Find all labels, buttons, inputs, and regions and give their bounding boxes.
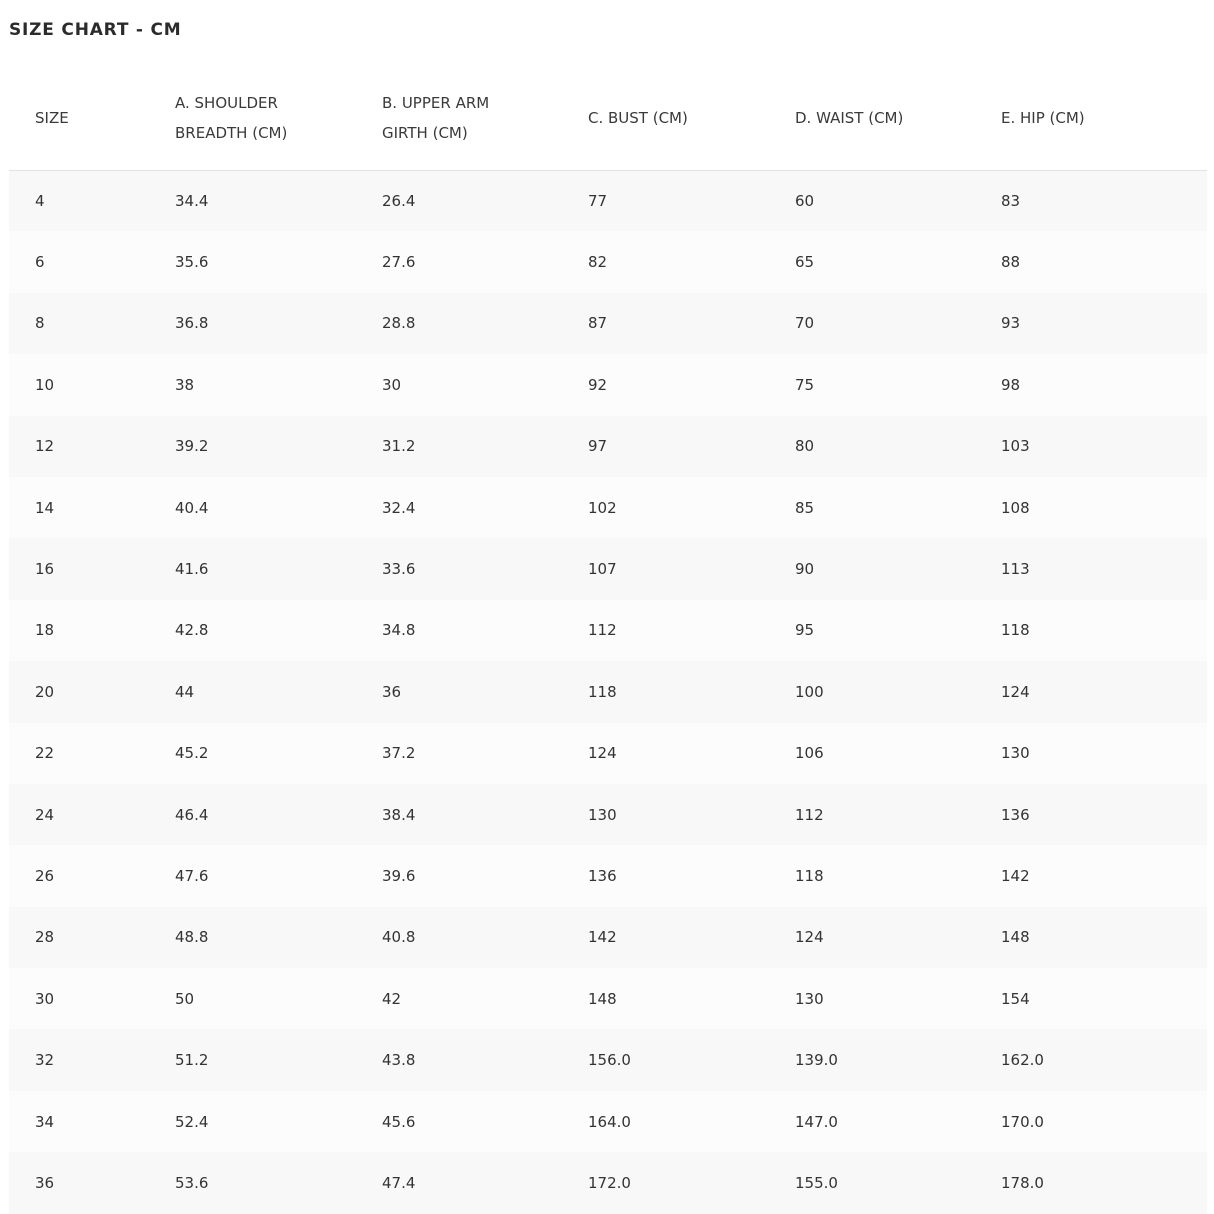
cell-shoulder-breadth: 45.2 [175,744,209,763]
cell-upper-arm-girth: 32.4 [382,498,416,517]
cell-size: 6 [35,253,45,272]
cell-bust: 82 [588,253,608,272]
cell-bust: 172.0 [588,1173,631,1192]
cell-bust: 156.0 [588,1051,631,1070]
cell-shoulder-breadth: 38 [175,375,195,394]
cell-size: 30 [35,989,55,1008]
cell-hip: 93 [1001,314,1021,333]
table-row [9,538,1207,599]
cell-bust: 142 [588,928,617,947]
cell-size: 14 [35,498,55,517]
table-row [9,845,1207,906]
cell-upper-arm-girth: 36 [382,682,402,701]
cell-bust: 77 [588,191,608,210]
cell-shoulder-breadth: 51.2 [175,1051,209,1070]
cell-upper-arm-girth: 28.8 [382,314,416,333]
cell-shoulder-breadth: 42.8 [175,621,209,640]
cell-hip: 148 [1001,928,1030,947]
cell-waist: 75 [795,375,815,394]
cell-waist: 139.0 [795,1051,838,1070]
cell-size: 16 [35,560,55,579]
table-row [9,784,1207,845]
header-bust-line1: C. BUST (CM) [588,108,688,127]
cell-size: 26 [35,866,55,885]
cell-waist: 65 [795,253,815,272]
header-size-line1: SIZE [35,108,69,127]
cell-upper-arm-girth: 26.4 [382,191,416,210]
cell-upper-arm-girth: 47.4 [382,1173,416,1192]
size-chart-table [9,66,1207,1214]
header-hip-line1: E. HIP (CM) [1001,108,1085,127]
cell-shoulder-breadth: 52.4 [175,1112,209,1131]
cell-hip: 98 [1001,375,1021,394]
cell-waist: 80 [795,437,815,456]
header-size [9,66,175,170]
cell-upper-arm-girth: 43.8 [382,1051,416,1070]
cell-size: 24 [35,805,55,824]
cell-shoulder-breadth: 50 [175,989,195,1008]
cell-shoulder-breadth: 41.6 [175,560,209,579]
cell-size: 4 [35,191,45,210]
table-row [9,600,1207,661]
cell-hip: 136 [1001,805,1030,824]
cell-shoulder-breadth: 44 [175,682,195,701]
header-upper-arm-girth [382,66,588,170]
cell-waist: 95 [795,621,815,640]
cell-waist: 155.0 [795,1173,838,1192]
cell-size: 8 [35,314,45,333]
cell-waist: 118 [795,866,824,885]
cell-shoulder-breadth: 35.6 [175,253,209,272]
cell-hip: 103 [1001,437,1030,456]
cell-upper-arm-girth: 42 [382,989,402,1008]
table-row [9,1091,1207,1152]
header-hip [1001,66,1207,170]
header-shoulder-breadth [175,66,382,170]
cell-waist: 106 [795,744,824,763]
cell-waist: 147.0 [795,1112,838,1131]
header-upper-arm-girth-line1: B. UPPER ARM [382,93,490,112]
table-row [9,354,1207,415]
table-row [9,661,1207,722]
cell-waist: 85 [795,498,815,517]
cell-hip: 142 [1001,866,1030,885]
cell-size: 34 [35,1112,55,1131]
cell-upper-arm-girth: 39.6 [382,866,416,885]
cell-waist: 112 [795,805,824,824]
cell-size: 28 [35,928,55,947]
cell-bust: 92 [588,375,608,394]
table-row [9,170,1207,231]
cell-size: 18 [35,621,55,640]
table-row [9,293,1207,354]
cell-size: 10 [35,375,55,394]
cell-upper-arm-girth: 27.6 [382,253,416,272]
header-shoulder-breadth-line2: BREADTH (CM) [175,123,288,142]
cell-shoulder-breadth: 46.4 [175,805,209,824]
cell-hip: 178.0 [1001,1173,1044,1192]
cell-size: 12 [35,437,55,456]
cell-hip: 88 [1001,253,1021,272]
header-shoulder-breadth-line1: A. SHOULDER [175,93,278,112]
table-row [9,231,1207,292]
cell-hip: 170.0 [1001,1112,1044,1131]
cell-bust: 136 [588,866,617,885]
cell-bust: 118 [588,682,617,701]
cell-bust: 130 [588,805,617,824]
cell-upper-arm-girth: 37.2 [382,744,416,763]
cell-shoulder-breadth: 47.6 [175,866,209,885]
table-row [9,723,1207,784]
cell-bust: 97 [588,437,608,456]
cell-size: 32 [35,1051,55,1070]
table-header-row [9,66,1207,170]
cell-size: 22 [35,744,55,763]
cell-bust: 112 [588,621,617,640]
table-row [9,1152,1207,1213]
cell-upper-arm-girth: 31.2 [382,437,416,456]
cell-hip: 118 [1001,621,1030,640]
cell-hip: 124 [1001,682,1030,701]
header-upper-arm-girth-line2: GIRTH (CM) [382,123,468,142]
table-row [9,416,1207,477]
cell-bust: 102 [588,498,617,517]
cell-upper-arm-girth: 30 [382,375,402,394]
cell-shoulder-breadth: 39.2 [175,437,209,456]
cell-bust: 164.0 [588,1112,631,1131]
header-waist [795,66,1001,170]
table-row [9,907,1207,968]
cell-shoulder-breadth: 48.8 [175,928,209,947]
cell-hip: 113 [1001,560,1030,579]
cell-shoulder-breadth: 34.4 [175,191,209,210]
cell-waist: 124 [795,928,824,947]
cell-waist: 70 [795,314,815,333]
table-row [9,968,1207,1029]
cell-upper-arm-girth: 45.6 [382,1112,416,1131]
header-waist-line1: D. WAIST (CM) [795,108,904,127]
table-row [9,477,1207,538]
cell-upper-arm-girth: 33.6 [382,560,416,579]
page-title: SIZE CHART - CM [9,20,182,40]
cell-bust: 148 [588,989,617,1008]
cell-waist: 100 [795,682,824,701]
cell-size: 36 [35,1173,55,1192]
cell-upper-arm-girth: 34.8 [382,621,416,640]
cell-waist: 60 [795,191,815,210]
cell-upper-arm-girth: 40.8 [382,928,416,947]
cell-shoulder-breadth: 53.6 [175,1173,209,1192]
cell-waist: 90 [795,560,815,579]
cell-shoulder-breadth: 40.4 [175,498,209,517]
cell-bust: 107 [588,560,617,579]
cell-hip: 108 [1001,498,1030,517]
cell-hip: 162.0 [1001,1051,1044,1070]
cell-hip: 130 [1001,744,1030,763]
table-row [9,1029,1207,1090]
cell-bust: 87 [588,314,608,333]
header-bust [588,66,795,170]
table-body [9,170,1207,1214]
cell-size: 20 [35,682,55,701]
cell-upper-arm-girth: 38.4 [382,805,416,824]
cell-bust: 124 [588,744,617,763]
cell-shoulder-breadth: 36.8 [175,314,209,333]
cell-waist: 130 [795,989,824,1008]
cell-hip: 154 [1001,989,1030,1008]
cell-hip: 83 [1001,191,1021,210]
